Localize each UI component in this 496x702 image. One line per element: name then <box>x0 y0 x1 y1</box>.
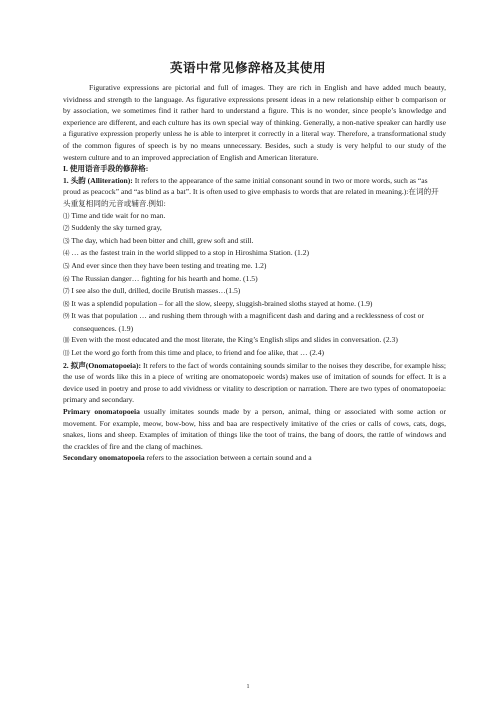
example-text: It was a splendid population – for all the slow, sleepy, sluggish-brained sloths stayed at home. (1.9) <box>71 298 373 308</box>
example-number: ⑾ <box>63 349 70 358</box>
primary-onomatopoeia-heading: Primary onomatopoeia <box>63 407 140 417</box>
example-number: ⑴ <box>63 211 70 220</box>
primary-onomatopoeia-text: usually imitates sounds made by a person, animal, thing or associated with some action or movement. For example, meow, bow-bow, hiss and baa are respectively imitative of the cries or calls of cows, cats, dogs, snakes, lions and sheep. Examples of imitation of things like the toot of trains, the bang of doors, the rattle of windows and the crackles of fire and the clang of machines. <box>63 407 447 451</box>
page-title: 英语中常见修辞格及其使用 <box>169 60 326 75</box>
section-heading: I. 使用语音手段的修辞格: <box>63 164 149 174</box>
document-body <box>63 82 446 464</box>
intro-paragraph: Figurative expressions are pictorial and full of images. They are rich in English and have added much beauty, vividness and strength to the language. As figurative expressions present ideas in a new relationship either b comparison or by association, we sometimes find it rather hard to understand a figure. This is no wonder, since people’s knowledge and experience are different, and each culture has its own special way of thinking. Generally, a non-native speaker can hardly use a figurative expression properly unless he is able to interpret it correctly in a literal way. Therefore, a transformational study of the common figures of speech is by no means unnecessary. Besides, such a study is very helpful to our study of the western culture and to an improved appreciation of English and American literature. <box>63 83 446 162</box>
list-item <box>63 285 446 298</box>
example-number: ⑼ <box>63 312 70 321</box>
list-item <box>63 235 446 248</box>
example-text: It was that population … and rushing them through with a magnificent dash and daring and a recklessness of cost or consequences. (1.9) <box>71 311 424 333</box>
onomatopoeia-heading: 2. 拟声(Onomatopoeia): <box>63 360 142 370</box>
list-item <box>63 334 446 347</box>
example-list <box>63 210 446 360</box>
list-item <box>63 222 446 235</box>
onomatopoeia-paragraph <box>63 360 446 406</box>
list-item <box>63 260 446 273</box>
example-number: ⑽ <box>63 336 70 345</box>
list-item <box>63 210 446 223</box>
page-number: 1 <box>246 684 250 690</box>
example-text: And ever since then they have been testing and treating me. 1.2) <box>71 260 267 270</box>
example-text: The Russian danger… fighting for his hearth and home. (1.5) <box>71 273 258 283</box>
list-item <box>63 273 446 286</box>
secondary-onomatopoeia-heading: Secondary onomatopoeia <box>63 453 145 463</box>
alliteration-paragraph <box>63 175 446 210</box>
example-text: Let the word go forth from this time and place, to friend and foe alike, that … (2.4) <box>71 348 325 358</box>
list-item <box>63 298 446 311</box>
example-text: Time and tide wait for no man. <box>71 210 166 220</box>
example-number: ⑵ <box>63 224 70 233</box>
list-item <box>63 310 446 334</box>
example-number: ⑹ <box>63 274 70 283</box>
example-text: Even with the most educated and the most literate, the King’s English slips and slides in conversation. (2.3) <box>71 335 398 345</box>
alliteration-text: It refers to the appearance of the same initial consonant sound in two or more words, such as “as proud as peacock” and “as blind as a bat”. It is often used to give emphasis to words that are related in meaning.):在词的开头重复相同的元音或辅音.例如: <box>63 175 439 208</box>
list-item <box>63 247 446 260</box>
example-number: ⑸ <box>63 261 70 270</box>
alliteration-heading: 1. 头韵 (Alliteration): <box>63 175 133 185</box>
example-text: The day, which had been bitter and chill, grew soft and still. <box>71 235 254 245</box>
onomatopoeia-text: It refers to the fact of words containing sounds similar to the noises they describe, for example hiss; the use of words like this in a piece of writing are onomatopoeic words) makes use of imitation of sounds for effect. It is a device used in poetry and prose to add vividness or vitality to description or narration. There are two types of onomatopoeia: primary and secondary. <box>63 360 446 405</box>
example-text: I see also the dull, drilled, docile Brutish masses…(1.5) <box>71 286 241 296</box>
list-item <box>63 347 446 360</box>
secondary-onomatopoeia-paragraph <box>63 452 446 464</box>
example-number: ⑷ <box>63 249 70 258</box>
example-text: Suddenly the sky turned gray, <box>71 223 162 233</box>
example-text: … as the fastest train in the world slipped to a stop in Hiroshima Station. (1.2) <box>71 248 310 258</box>
example-number: ⑶ <box>63 236 70 245</box>
secondary-onomatopoeia-text: refers to the association between a certain sound and a <box>144 453 312 463</box>
example-number: ⑻ <box>63 299 70 308</box>
example-number: ⑺ <box>63 287 70 296</box>
primary-onomatopoeia-paragraph <box>63 406 446 452</box>
